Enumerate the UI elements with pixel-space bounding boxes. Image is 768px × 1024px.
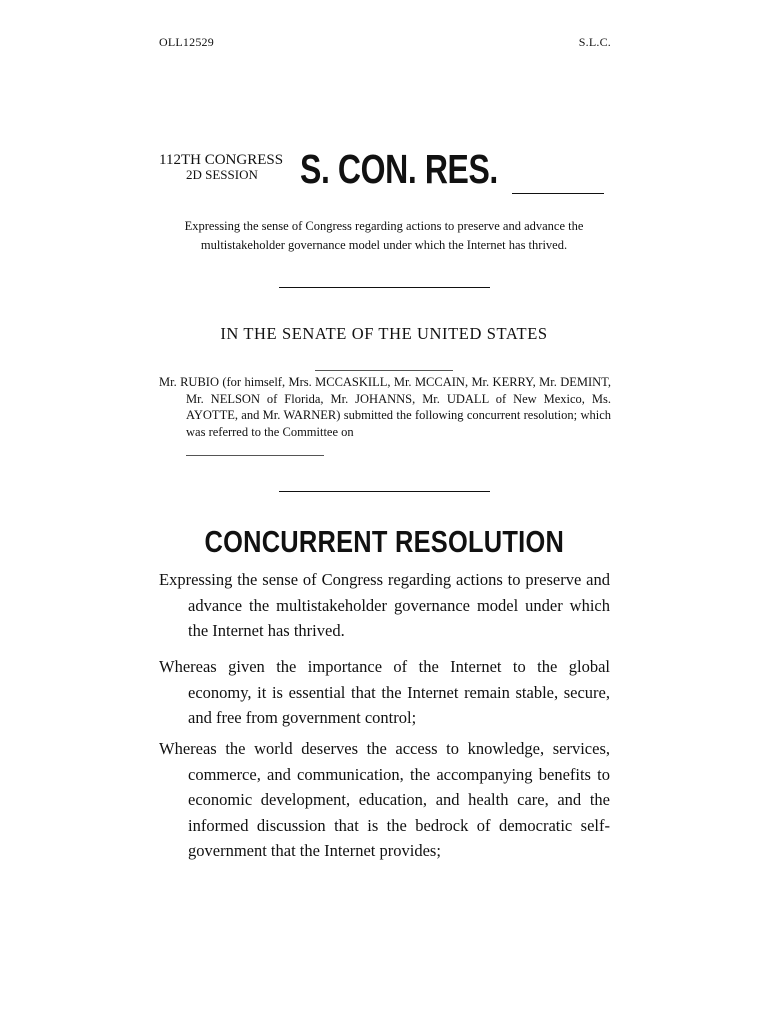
committee-blank <box>186 455 324 456</box>
bill-title: S. CON. RES. <box>300 146 498 192</box>
document-id: OLL12529 <box>159 35 214 49</box>
resolution-heading <box>0 524 768 560</box>
resolution-heading-text: CONCURRENT RESOLUTION <box>204 524 564 559</box>
purpose-paragraph: Expressing the sense of Congress regarding actions to preserve and advance the multistakeholder governance model under which the Internet has thrived. <box>159 570 610 640</box>
divider-bottom <box>279 491 490 492</box>
session-label: 2D SESSION <box>186 167 258 182</box>
chamber-divider <box>315 370 453 371</box>
chamber-heading: IN THE SENATE OF THE UNITED STATES <box>220 324 548 343</box>
sponsors-paragraph: Mr. RUBIO (for himself, Mrs. MCCASKILL, Mr. MCCAIN, Mr. KERRY, Mr. DEMINT, Mr. NELSON of Florida, Mr. JOHANNS, Mr. UDALL of New Mexico, Ms. AYOTTE, and Mr. WARNER) submitted the following concurrent resolution; which was referred to the Committee on <box>159 375 611 439</box>
congress-number: 112TH CONGRESS <box>159 152 284 168</box>
document-code: S.L.C. <box>578 35 611 49</box>
bill-summary: Expressing the sense of Congress regarding actions to preserve and advance the multistakeholder governance model under which the Internet has thrived. <box>184 219 584 252</box>
divider-top <box>279 287 490 288</box>
whereas-clause-1: Whereas given the importance of the Internet to the global economy, it is essential that the Internet remain stable, secure, and free from government control; <box>159 657 610 727</box>
whereas-clause-2: Whereas the world deserves the access to knowledge, services, commerce, and communication, the accompanying benefits to economic development, education, and health care, and the informed discussion that is the bedrock of democratic self-government that the Internet provides; <box>159 739 610 860</box>
bill-number-blank <box>512 193 604 194</box>
